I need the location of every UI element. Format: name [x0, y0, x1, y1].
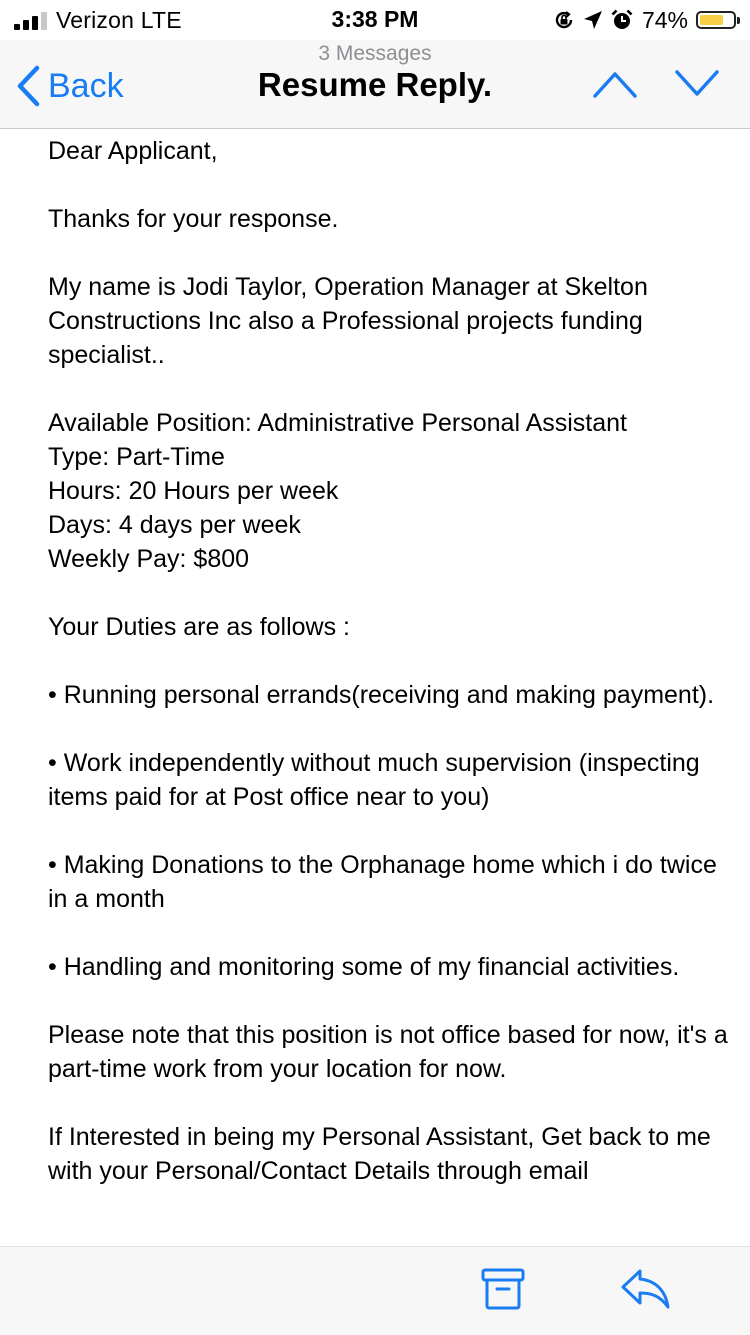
battery-percent: 74%	[641, 6, 688, 33]
reply-icon[interactable]	[620, 1267, 672, 1311]
position-line: Type: Part-Time	[48, 443, 225, 471]
duties-heading: Your Duties are as follows :	[48, 613, 351, 641]
carrier-label: Verizon LTE	[56, 7, 182, 33]
duty-item: • Work independently without much supervision (inspecting items paid for at Post office near to you)	[48, 749, 700, 811]
duty-item: • Handling and monitoring some of my financial activities.	[48, 953, 680, 981]
duty-item: • Running personal errands(receiving and making payment).	[48, 681, 715, 709]
status-icons	[552, 6, 736, 34]
chevron-down-icon[interactable]	[672, 66, 722, 102]
nav-bar	[0, 40, 750, 129]
status-bar	[0, 0, 750, 40]
email-thanks: Thanks for your response.	[48, 205, 339, 233]
archive-icon[interactable]	[480, 1267, 526, 1311]
email-closing: If Interested in being my Personal Assistant, Get back to me with your Personal/Contact Details through email	[48, 1123, 711, 1185]
position-line: Available Position: Administrative Personal Assistant	[48, 409, 628, 437]
duty-item: • Making Donations to the Orphanage home which i do twice in a month	[48, 851, 717, 913]
page-title: Resume Reply.	[257, 66, 493, 103]
status-time: 3:38 PM	[331, 6, 419, 32]
position-line: Hours: 20 Hours per week	[48, 477, 339, 505]
location-icon	[582, 9, 604, 31]
email-body	[48, 134, 728, 1246]
message-count: 3 Messages	[318, 42, 432, 65]
bottom-toolbar	[0, 1246, 750, 1335]
email-note: Please note that this position is not office based for now, it's a part-time work from your location for now.	[48, 1021, 728, 1083]
orientation-lock-icon	[552, 8, 576, 32]
email-intro: My name is Jodi Taylor, Operation Manager at Skelton Constructions Inc also a Professional projects funding specialist..	[48, 273, 648, 369]
position-line: Days: 4 days per week	[48, 511, 301, 539]
alarm-icon	[610, 8, 634, 32]
battery-icon	[696, 11, 736, 29]
back-label: Back	[48, 66, 124, 105]
position-line: Weekly Pay: $800	[48, 545, 250, 573]
email-greeting: Dear Applicant,	[48, 137, 218, 165]
chevron-up-icon[interactable]	[590, 66, 640, 102]
battery-fill	[700, 15, 723, 25]
